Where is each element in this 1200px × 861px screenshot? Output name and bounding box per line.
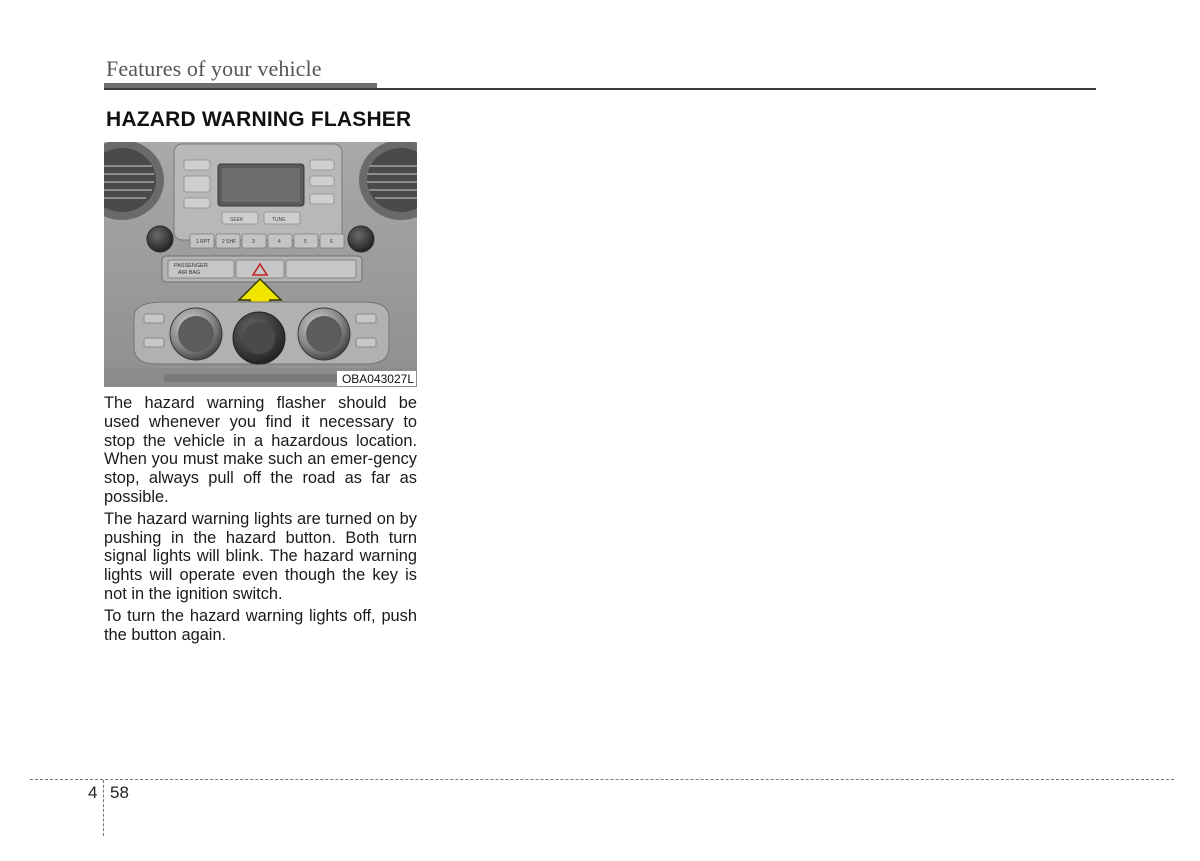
paragraph-1: The hazard warning flasher should be used whenever you find it necessary to stop the vehicle in a hazardous location. When you must make such an emer-gency stop, always pull off the road as far as possible. <box>104 394 417 506</box>
preset-5-label: 5 <box>304 239 307 245</box>
footer-divider <box>103 780 104 836</box>
figure-caption: OBA043027L <box>337 371 416 386</box>
section-heading: HAZARD WARNING FLASHER <box>106 108 412 131</box>
page-number: 58 <box>110 783 129 802</box>
preset-3-label: 3 <box>252 239 255 245</box>
airbag-label-line-2: AIR BAG <box>178 270 201 276</box>
preset-6-label: 6 <box>330 239 333 245</box>
running-header-title: Features of your vehicle <box>106 56 322 81</box>
footer-rule <box>30 779 1174 780</box>
preset-2-label: 2 SHF <box>222 239 237 245</box>
hazard-button-illustration <box>104 142 417 387</box>
chapter-number: 4 <box>88 783 98 802</box>
dashboard-illustration <box>104 142 417 387</box>
preset-1-label: 1 RPT <box>196 239 211 245</box>
seek-label: SEEK <box>230 217 244 223</box>
body-text <box>104 394 417 647</box>
airbag-label-line-1: PASSENGER <box>174 263 208 269</box>
paragraph-2: The hazard warning lights are turned on by pushing in the hazard button. Both turn signal lights will blink. The hazard warning lights will operate even though the key is not in the ignition switch. <box>104 509 417 603</box>
tune-label: TUNE <box>272 217 286 223</box>
power-volume-knob <box>147 226 173 252</box>
paragraph-3: To turn the hazard warning lights off, push the button again. <box>104 606 417 644</box>
preset-4-label: 4 <box>278 239 281 245</box>
header-rule <box>104 88 1096 90</box>
tune-knob <box>348 226 374 252</box>
